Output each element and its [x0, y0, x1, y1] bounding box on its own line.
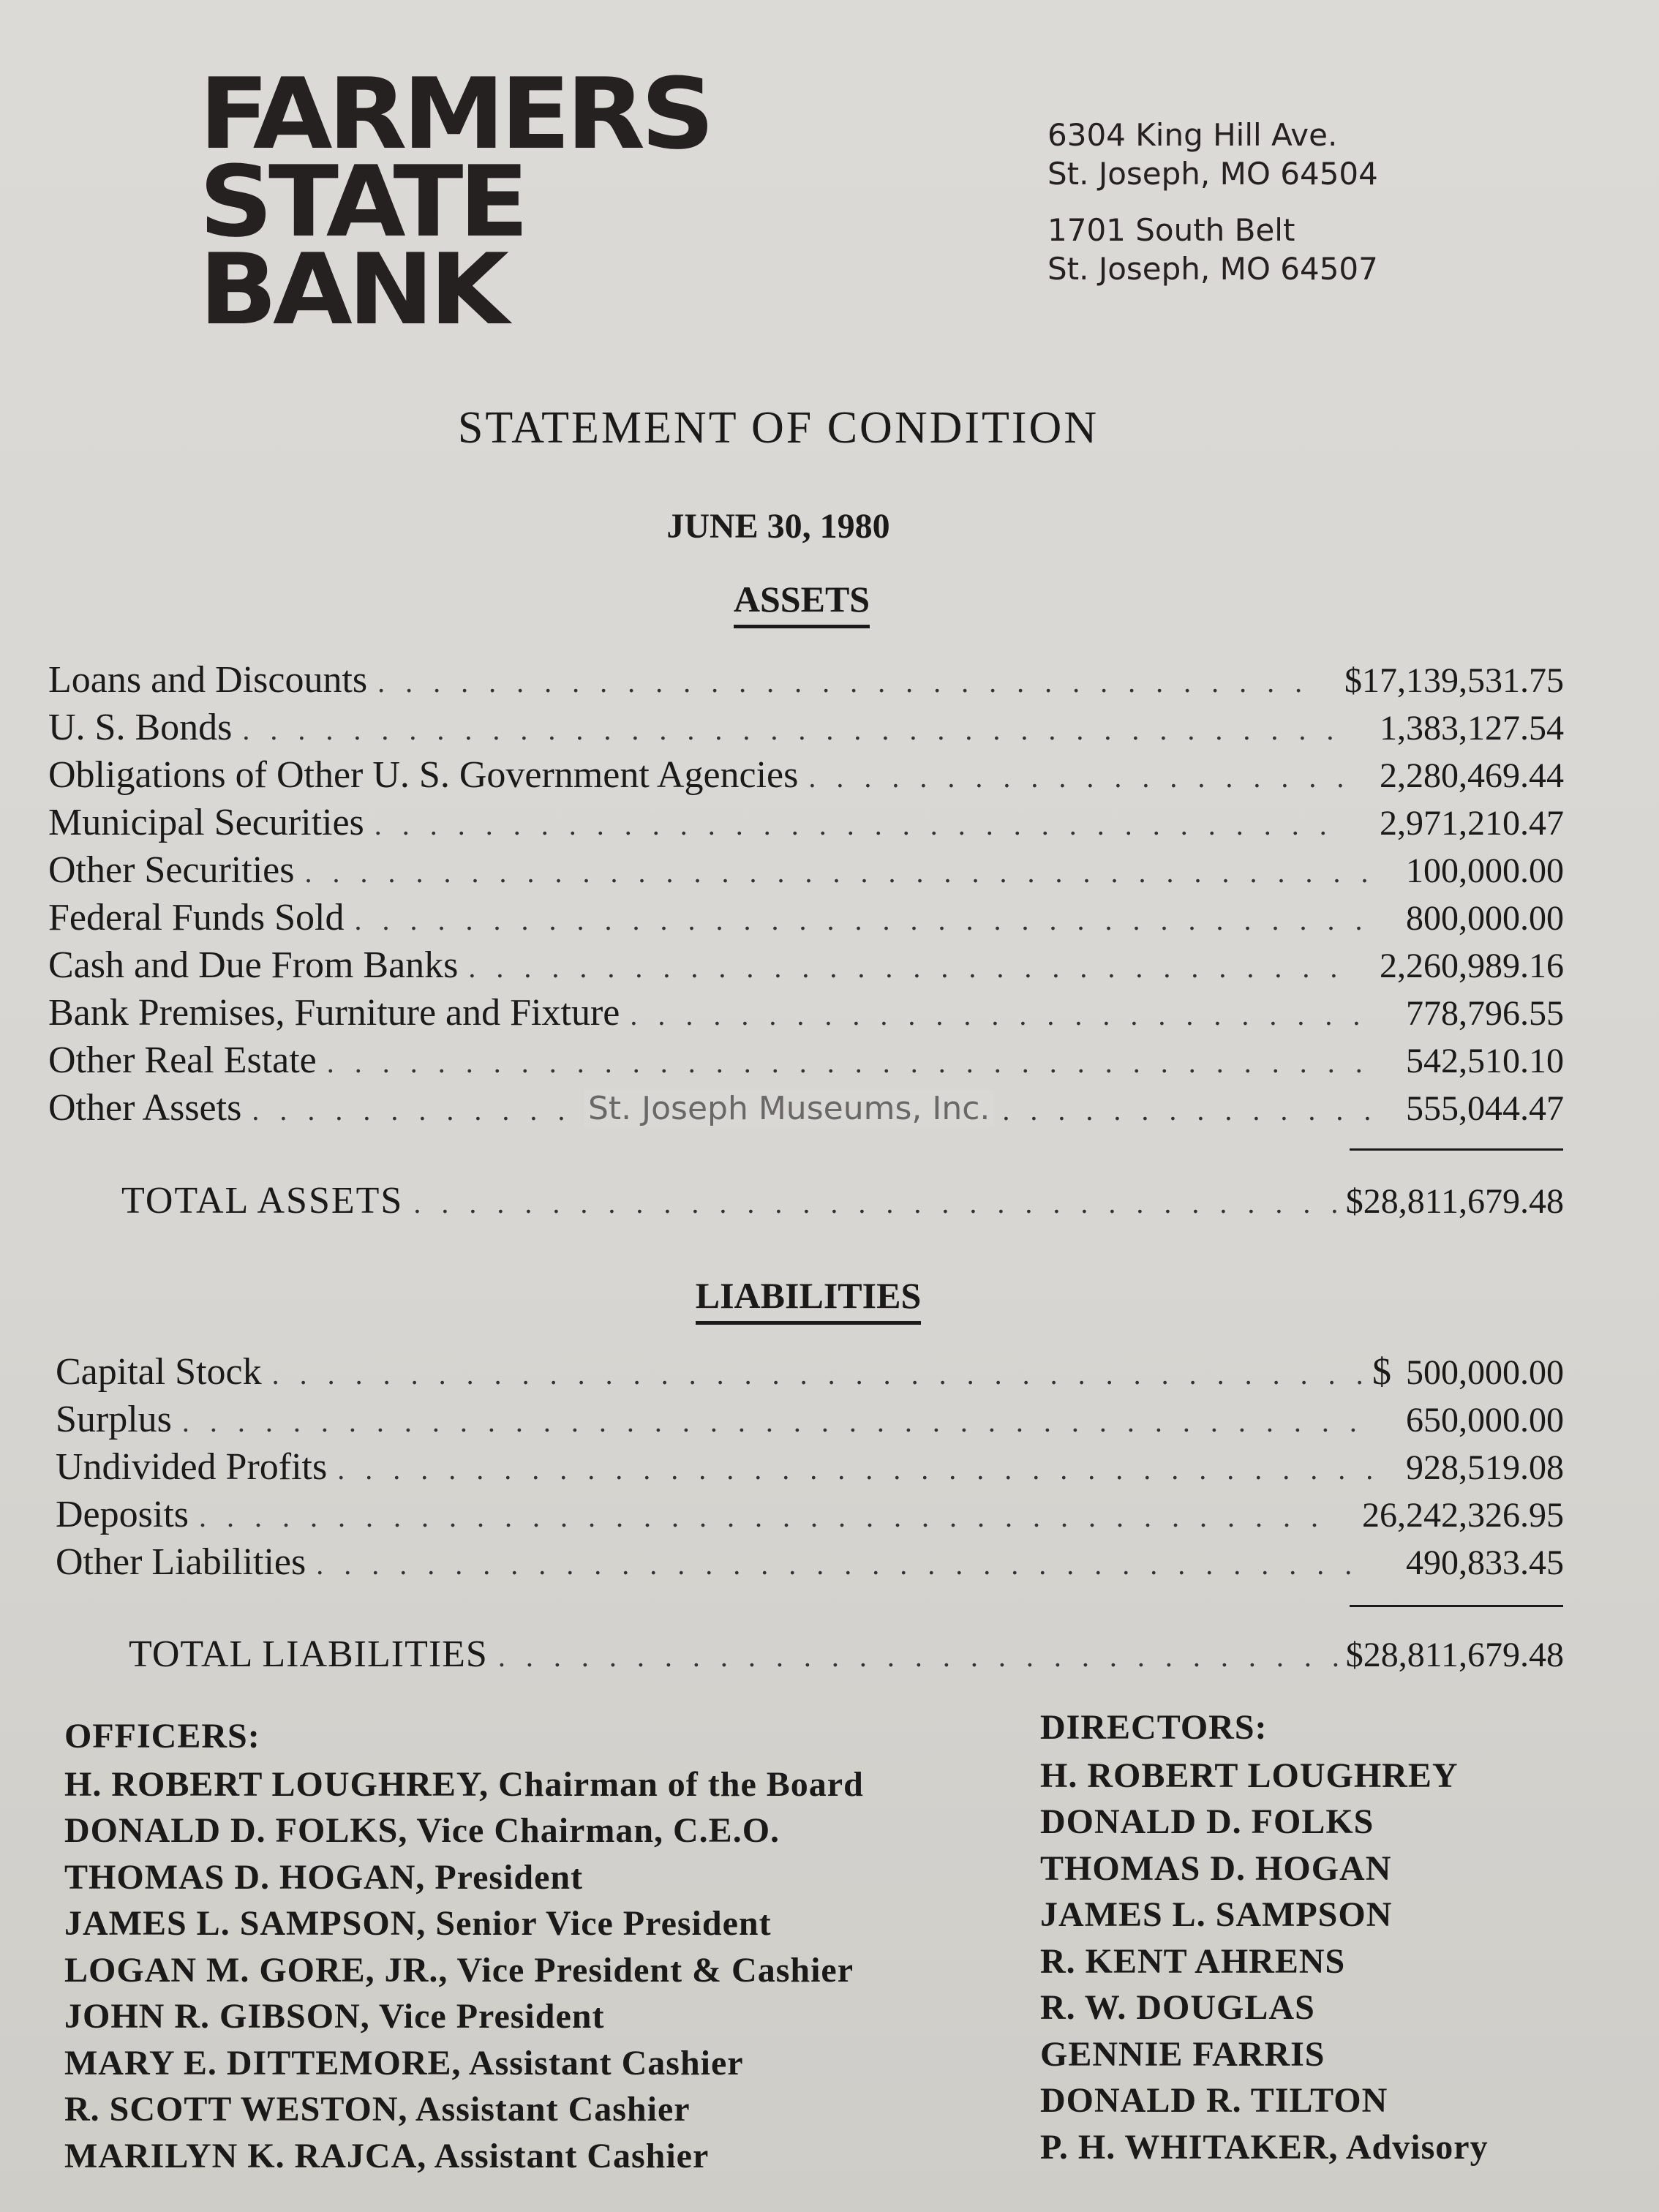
table-row: [48, 801, 1564, 845]
statement-date: JUNE 30, 1980: [666, 507, 890, 546]
liabilities-sum-rule: [1350, 1605, 1563, 1607]
list-item: MARY E. DITTEMORE, Assistant Cashier: [64, 2043, 744, 2083]
total-liabilities-label: TOTAL LIABILITIES: [129, 1633, 488, 1675]
row-label: Obligations of Other U. S. Government Agencies: [48, 754, 799, 796]
leader-dots: [375, 808, 1346, 842]
leader-dots: [468, 950, 1346, 985]
row-amount: 542,510.10: [1406, 1042, 1564, 1080]
list-item: THOMAS D. HOGAN, President: [64, 1857, 584, 1897]
row-amount: 2,260,989.16: [1380, 947, 1564, 985]
total-liabilities-row: [129, 1633, 1564, 1677]
list-item: H. ROBERT LOUGHREY: [1040, 1756, 1459, 1795]
table-row: [56, 1540, 1564, 1584]
total-liabilities-amount: $28,811,679.48: [1345, 1636, 1564, 1674]
liabilities-heading: LIABILITIES: [666, 1274, 951, 1325]
leader-dots: [316, 1547, 1372, 1581]
list-item: DONALD R. TILTON: [1040, 2081, 1388, 2120]
leader-dots: [182, 1404, 1372, 1439]
bank-addresses: [1047, 116, 1378, 288]
directors-list: [1040, 1704, 1489, 2170]
row-amount: 500,000.00: [1406, 1353, 1564, 1392]
assets-sum-rule: [1350, 1148, 1563, 1151]
total-assets-label: TOTAL ASSETS: [121, 1180, 404, 1222]
list-item: DONALD D. FOLKS: [1040, 1802, 1374, 1841]
bank-logo: [199, 57, 710, 347]
leader-dots: [808, 760, 1346, 794]
museum-watermark: St. Joseph Museums, Inc.: [584, 1090, 994, 1127]
leader-dots: [337, 1452, 1372, 1486]
row-amount: 100,000.00: [1406, 851, 1564, 890]
leader-dots: [304, 855, 1372, 889]
total-assets-row: [121, 1179, 1564, 1223]
row-label: Bank Premises, Furniture and Fixture: [48, 992, 620, 1034]
row-amount: 2,971,210.47: [1380, 804, 1564, 843]
row-label: Surplus: [56, 1399, 172, 1440]
statement-title: STATEMENT OF CONDITION: [457, 403, 1099, 453]
list-item: R. W. DOUGLAS: [1040, 1988, 1315, 2027]
table-row: [56, 1445, 1564, 1489]
table-row: [56, 1493, 1564, 1537]
row-amount: 928,519.08: [1406, 1448, 1564, 1487]
table-row: [56, 1350, 1564, 1394]
row-amount: 2,280,469.44: [1380, 756, 1564, 795]
table-row: [48, 706, 1564, 750]
row-label: Capital Stock: [56, 1351, 262, 1393]
table-row: [48, 896, 1564, 940]
address-line: St. Joseph, MO 64504: [1047, 156, 1378, 192]
logo-line: FARMERS: [199, 57, 710, 171]
total-assets-amount: $28,811,679.48: [1345, 1182, 1564, 1221]
list-item: R. SCOTT WESTON, Assistant Cashier: [64, 2090, 691, 2129]
row-label: Other Real Estate: [48, 1039, 317, 1081]
row-label: Cash and Due From Banks: [48, 944, 459, 986]
table-row: [48, 849, 1564, 892]
officers-heading: OFFICERS:: [64, 1717, 260, 1756]
row-amount: $17,139,531.75: [1344, 661, 1564, 700]
logo-line: STATE: [199, 145, 524, 259]
row-label: Loans and Discounts: [48, 659, 368, 701]
address-line: 1701 South Belt: [1047, 212, 1295, 248]
list-item: THOMAS D. HOGAN: [1040, 1848, 1392, 1888]
list-item: DONALD D. FOLKS, Vice Chairman, C.E.O.: [64, 1811, 780, 1850]
row-amount: 800,000.00: [1406, 899, 1564, 938]
officers-list: [64, 1713, 864, 2179]
leader-dots: [242, 712, 1346, 747]
list-item: MARILYN K. RAJCA, Assistant Cashier: [64, 2136, 710, 2175]
row-label: Municipal Securities: [48, 802, 364, 843]
row-amount: 26,242,326.95: [1362, 1496, 1564, 1535]
leader-dots: [199, 1500, 1328, 1534]
table-row: [48, 991, 1564, 1035]
row-amount: 778,796.55: [1406, 994, 1564, 1033]
leader-dots: [377, 665, 1311, 699]
leader-dots: [272, 1357, 1372, 1391]
table-row: [48, 753, 1564, 797]
leader-dots: [630, 998, 1372, 1032]
row-currency: $: [1372, 1351, 1391, 1393]
list-item: GENNIE FARRIS: [1040, 2034, 1325, 2074]
table-row: [48, 658, 1564, 702]
row-label: Federal Funds Sold: [48, 897, 345, 938]
row-label: U. S. Bonds: [48, 707, 233, 748]
row-amount: 1,383,127.54: [1380, 709, 1564, 748]
row-label: Other Assets: [48, 1087, 242, 1129]
list-item: P. H. WHITAKER, Advisory: [1040, 2127, 1489, 2167]
row-amount: 555,044.47: [1406, 1089, 1564, 1128]
table-row: [48, 1039, 1564, 1083]
list-item: LOGAN M. GORE, JR., Vice President & Cashier: [64, 1950, 854, 1990]
address-line: St. Joseph, MO 64507: [1047, 251, 1378, 287]
list-item: R. KENT AHRENS: [1040, 1941, 1346, 1981]
table-row: [48, 944, 1564, 988]
directors-heading: DIRECTORS:: [1040, 1708, 1268, 1747]
row-label: Other Liabilities: [56, 1541, 306, 1583]
row-amount: 650,000.00: [1406, 1401, 1564, 1440]
leader-dots: [354, 903, 1372, 937]
row-label: Deposits: [56, 1494, 189, 1535]
row-label: Undivided Profits: [56, 1446, 328, 1488]
address-line: 6304 King Hill Ave.: [1047, 117, 1338, 153]
list-item: JAMES L. SAMPSON: [1040, 1895, 1393, 1934]
row-amount: 490,833.45: [1406, 1543, 1564, 1582]
table-row: [56, 1398, 1564, 1442]
assets-heading: ASSETS: [714, 578, 889, 628]
list-item: JOHN R. GIBSON, Vice President: [64, 1997, 605, 2036]
list-item: JAMES L. SAMPSON, Senior Vice President: [64, 1904, 772, 1943]
logo-line: BANK: [199, 233, 505, 347]
row-label: Other Securities: [48, 849, 295, 891]
list-item: H. ROBERT LOUGHREY, Chairman of the Board: [64, 1764, 864, 1804]
leader-dots: [327, 1045, 1372, 1080]
